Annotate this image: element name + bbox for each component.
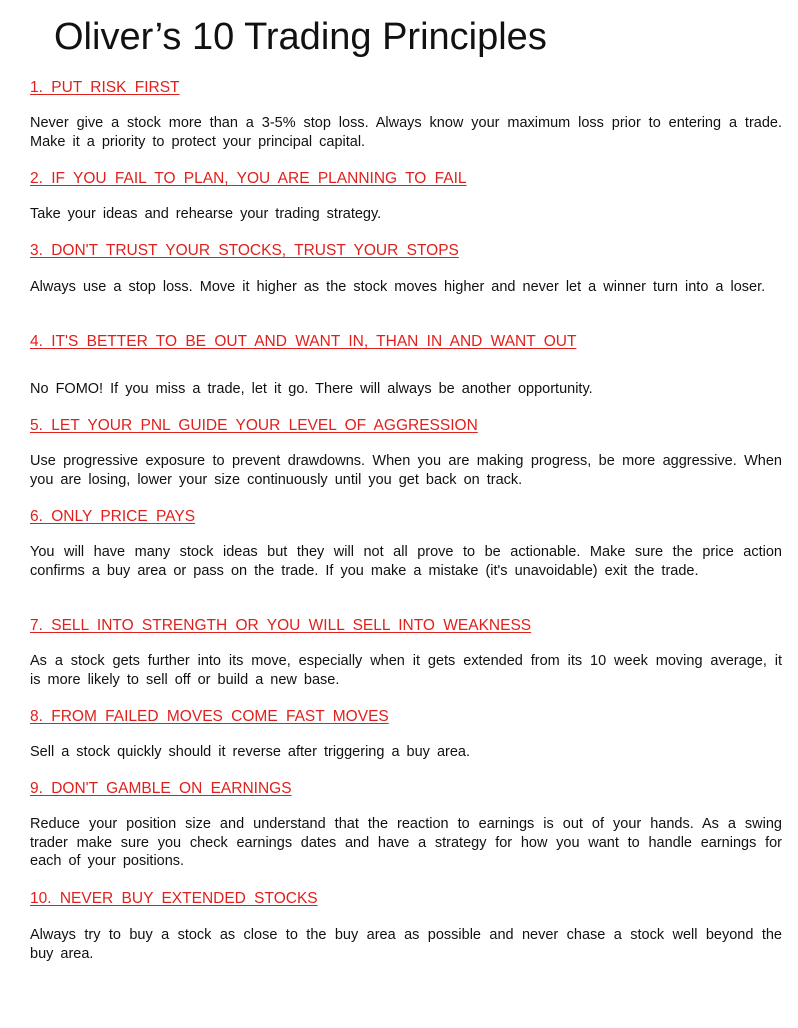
- principle-body: Always use a stop loss. Move it higher as the stock moves higher and never let a winner turn into a loser.: [30, 279, 766, 295]
- principle-body: You will have many stock ideas but they will not all prove to be actionable. Make sure the price action confirms a buy area or pass on the trade. If you make a mistake (it's unavoidable) exit the trade.: [30, 544, 782, 579]
- principle-1: [30, 78, 782, 151]
- principle-heading: 8. FROM FAILED MOVES COME FAST MOVES: [30, 708, 389, 725]
- principle-2: [30, 169, 782, 224]
- principle-10: [30, 889, 782, 963]
- principle-heading: 10. NEVER BUY EXTENDED STOCKS: [30, 890, 318, 907]
- principle-heading: 6. ONLY PRICE PAYS: [30, 508, 196, 525]
- principle-body: Use progressive exposure to prevent drawdowns. When you are making progress, be more aggressive. When you are losing, lower your size continuously until you get back on track.: [30, 453, 782, 488]
- principle-body: Take your ideas and rehearse your trading strategy.: [30, 206, 382, 222]
- principle-body: Never give a stock more than a 3-5% stop loss. Always know your maximum loss prior to entering a trade. Make it a priority to protect your principal capital.: [30, 115, 782, 150]
- principle-heading: 3. DON'T TRUST YOUR STOCKS, TRUST YOUR STOPS: [30, 242, 459, 259]
- principle-body: Reduce your position size and understand that the reaction to earnings is out of your hands. As a swing trader make sure you check earnings dates and have a strategy for how you want to handle earnings for each of your positions.: [30, 816, 782, 869]
- principle-6: [30, 507, 782, 580]
- principle-5: [30, 416, 782, 489]
- page-title: Oliver’s 10 Trading Principles: [54, 16, 547, 58]
- principle-body: Sell a stock quickly should it reverse after triggering a buy area.: [30, 744, 471, 760]
- principle-heading: 1. PUT RISK FIRST: [30, 79, 180, 96]
- principle-3: [30, 241, 782, 297]
- principle-heading: 7. SELL INTO STRENGTH OR YOU WILL SELL INTO WEAKNESS: [30, 617, 532, 634]
- principle-heading: 2. IF YOU FAIL TO PLAN, YOU ARE PLANNING TO FAIL: [30, 170, 467, 187]
- principle-9: [30, 779, 782, 871]
- principle-8: [30, 707, 782, 762]
- principle-7: [30, 616, 782, 689]
- principle-body: As a stock gets further into its move, especially when it gets extended from its 10 week moving average, it is more likely to sell off or build a new base.: [30, 653, 782, 688]
- principle-heading: 4. IT'S BETTER TO BE OUT AND WANT IN, THAN IN AND WANT OUT: [30, 333, 577, 350]
- principle-body: Always try to buy a stock as close to the buy area as possible and never chase a stock well beyond the buy area.: [30, 927, 782, 962]
- principle-4: [30, 332, 782, 399]
- principle-heading: 5. LET YOUR PNL GUIDE YOUR LEVEL OF AGGRESSION: [30, 417, 478, 434]
- principle-body: No FOMO! If you miss a trade, let it go. There will always be another opportunity.: [30, 381, 593, 397]
- principle-heading: 9. DON'T GAMBLE ON EARNINGS: [30, 780, 292, 797]
